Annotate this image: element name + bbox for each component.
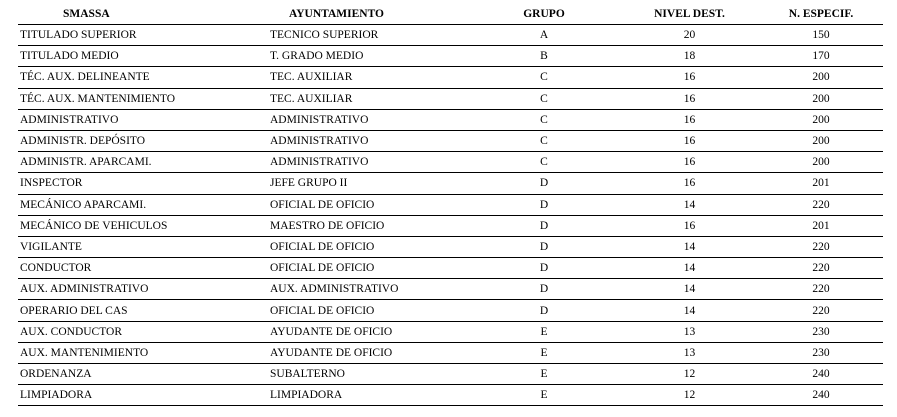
smassa-cell: MECÁNICO APARCAMI. xyxy=(20,198,147,211)
grupo-cell: C xyxy=(540,71,548,84)
smassa-cell: ORDENANZA xyxy=(20,368,92,381)
smassa-cell: TITULADO MEDIO xyxy=(20,50,119,63)
header-smassa: SMASSA xyxy=(63,8,110,20)
table-row xyxy=(18,173,883,194)
ayuntamiento-cell: T. GRADO MEDIO xyxy=(270,50,364,63)
smassa-cell: AUX. ADMINISTRATIVO xyxy=(20,283,149,296)
n-especif-cell: 220 xyxy=(812,240,830,253)
n-especif-cell: 170 xyxy=(812,50,830,63)
ayuntamiento-cell: AUX. ADMINISTRATIVO xyxy=(270,283,399,296)
ayuntamiento-cell: TECNICO SUPERIOR xyxy=(270,29,379,42)
ayuntamiento-cell: AYUDANTE DE OFICIO xyxy=(270,325,393,338)
table-row xyxy=(18,258,883,279)
nivel-dest-cell: 14 xyxy=(683,240,696,253)
ayuntamiento-cell: LIMPIADORA xyxy=(270,389,343,402)
ayuntamiento-cell: OFICIAL DE OFICIO xyxy=(270,262,375,275)
nivel-dest-cell: 12 xyxy=(683,368,696,381)
smassa-cell: ADMINISTR. APARCAMI. xyxy=(20,156,152,169)
nivel-dest-cell: 20 xyxy=(683,29,696,42)
n-especif-cell: 220 xyxy=(812,198,830,211)
smassa-cell: TÉC. AUX. MANTENIMIENTO xyxy=(20,92,176,105)
n-especif-cell: 240 xyxy=(812,389,830,402)
nivel-dest-cell: 13 xyxy=(683,325,696,338)
grupo-cell: E xyxy=(540,346,548,359)
nivel-dest-cell: 16 xyxy=(683,71,696,84)
table-row xyxy=(18,110,883,131)
table-row xyxy=(18,237,883,258)
ayuntamiento-cell: AYUDANTE DE OFICIO xyxy=(270,346,393,359)
smassa-cell: ADMINISTR. DEPÓSITO xyxy=(20,135,146,148)
table-row xyxy=(18,364,883,385)
ayuntamiento-cell: ADMINISTRATIVO xyxy=(270,135,369,148)
n-especif-cell: 200 xyxy=(812,156,830,169)
n-especif-cell: 201 xyxy=(812,219,830,232)
nivel-dest-cell: 13 xyxy=(683,346,696,359)
grupo-cell: E xyxy=(540,325,548,338)
grupo-cell: E xyxy=(540,389,548,402)
smassa-cell: ADMINISTRATIVO xyxy=(20,113,119,126)
n-especif-cell: 201 xyxy=(812,177,830,190)
grupo-cell: C xyxy=(540,113,548,126)
table-row xyxy=(18,216,883,237)
table-row xyxy=(18,25,883,46)
grupo-cell: D xyxy=(539,283,549,296)
nivel-dest-cell: 14 xyxy=(683,198,696,211)
equivalence-table xyxy=(18,4,883,406)
n-especif-cell: 200 xyxy=(812,113,830,126)
smassa-cell: AUX. CONDUCTOR xyxy=(20,325,123,338)
nivel-dest-cell: 14 xyxy=(683,283,696,296)
grupo-cell: C xyxy=(540,156,548,169)
ayuntamiento-cell: TEC. AUXILIAR xyxy=(270,71,353,84)
smassa-cell: VIGILANTE xyxy=(20,240,82,253)
n-especif-cell: 200 xyxy=(812,92,830,105)
table-row xyxy=(18,385,883,406)
header-ayuntamiento: AYUNTAMIENTO xyxy=(289,8,384,20)
smassa-cell: TITULADO SUPERIOR xyxy=(20,29,137,42)
grupo-cell: E xyxy=(540,368,548,381)
n-especif-cell: 200 xyxy=(812,71,830,84)
grupo-cell: D xyxy=(539,304,549,317)
ayuntamiento-cell: SUBALTERNO xyxy=(270,368,345,381)
ayuntamiento-cell: OFICIAL DE OFICIO xyxy=(270,240,375,253)
n-especif-cell: 200 xyxy=(812,135,830,148)
smassa-cell: MECÁNICO DE VEHICULOS xyxy=(20,219,168,232)
table-row xyxy=(18,279,883,300)
header-nivel-dest: NIVEL DEST. xyxy=(654,8,725,20)
ayuntamiento-cell: OFICIAL DE OFICIO xyxy=(270,304,375,317)
smassa-cell: AUX. MANTENIMIENTO xyxy=(20,346,149,359)
n-especif-cell: 240 xyxy=(812,368,830,381)
n-especif-cell: 150 xyxy=(812,29,830,42)
ayuntamiento-cell: ADMINISTRATIVO xyxy=(270,156,369,169)
n-especif-cell: 220 xyxy=(812,283,830,296)
header-n-especif: N. ESPECIF. xyxy=(788,8,854,20)
table-row xyxy=(18,89,883,110)
n-especif-cell: 220 xyxy=(812,304,830,317)
smassa-cell: CONDUCTOR xyxy=(20,262,92,275)
table-row xyxy=(18,300,883,321)
n-especif-cell: 220 xyxy=(812,262,830,275)
n-especif-cell: 230 xyxy=(812,346,830,359)
table-row xyxy=(18,67,883,88)
grupo-cell: A xyxy=(539,29,549,42)
grupo-cell: D xyxy=(539,219,549,232)
table-body xyxy=(18,25,883,406)
grupo-cell: D xyxy=(539,177,549,190)
nivel-dest-cell: 16 xyxy=(683,177,696,190)
smassa-cell: OPERARIO DEL CAS xyxy=(20,304,128,317)
n-especif-cell: 230 xyxy=(812,325,830,338)
table-row xyxy=(18,46,883,67)
nivel-dest-cell: 16 xyxy=(683,92,696,105)
table-header-row xyxy=(18,4,883,25)
ayuntamiento-cell: ADMINISTRATIVO xyxy=(270,113,369,126)
header-grupo: GRUPO xyxy=(523,8,565,20)
grupo-cell: D xyxy=(539,262,549,275)
table-row xyxy=(18,195,883,216)
nivel-dest-cell: 14 xyxy=(683,304,696,317)
nivel-dest-cell: 16 xyxy=(683,219,696,232)
smassa-cell: LIMPIADORA xyxy=(20,389,93,402)
grupo-cell: D xyxy=(539,198,549,211)
nivel-dest-cell: 16 xyxy=(683,113,696,126)
nivel-dest-cell: 16 xyxy=(683,135,696,148)
table-row xyxy=(18,322,883,343)
ayuntamiento-cell: TEC. AUXILIAR xyxy=(270,92,353,105)
grupo-cell: D xyxy=(539,240,549,253)
nivel-dest-cell: 12 xyxy=(683,389,696,402)
ayuntamiento-cell: MAESTRO DE OFICIO xyxy=(270,219,385,232)
smassa-cell: INSPECTOR xyxy=(20,177,83,190)
nivel-dest-cell: 18 xyxy=(683,50,696,63)
grupo-cell: C xyxy=(540,135,548,148)
table-row xyxy=(18,343,883,364)
ayuntamiento-cell: OFICIAL DE OFICIO xyxy=(270,198,375,211)
grupo-cell: C xyxy=(540,92,548,105)
grupo-cell: B xyxy=(540,50,548,63)
smassa-cell: TÉC. AUX. DELINEANTE xyxy=(20,71,150,84)
table-row xyxy=(18,131,883,152)
ayuntamiento-cell: JEFE GRUPO II xyxy=(270,177,348,190)
table-row xyxy=(18,152,883,173)
nivel-dest-cell: 16 xyxy=(683,156,696,169)
nivel-dest-cell: 14 xyxy=(683,262,696,275)
